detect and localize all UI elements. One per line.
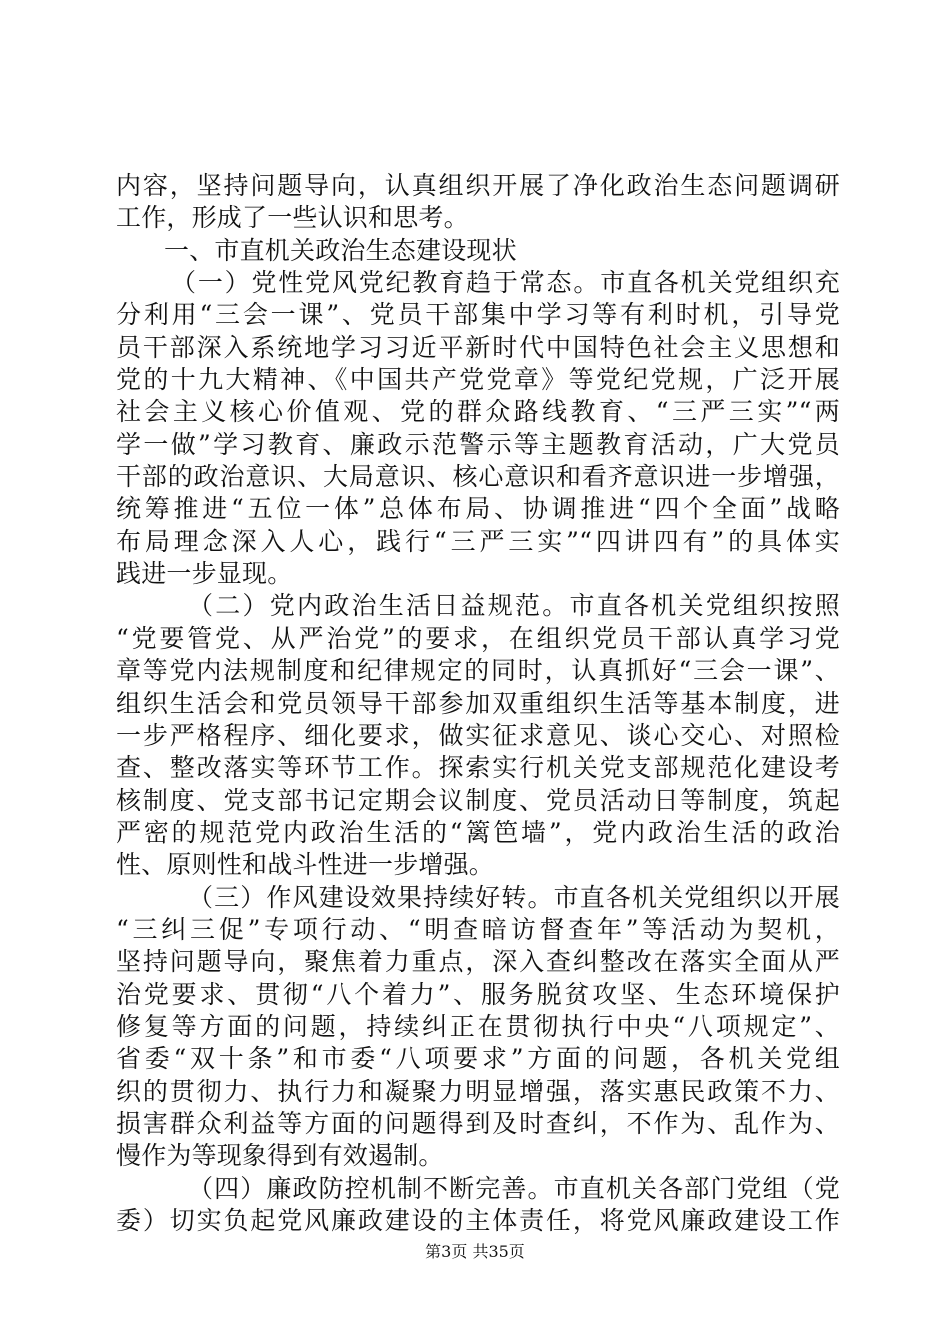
text-line: 坚持问题导向，聚焦着力重点，深入查纠整改在落实全面从严 (116, 947, 840, 977)
document-body (116, 170, 840, 1237)
text-line: 社会主义核心价值观、党的群众路线教育、“三严三实”“两 (116, 397, 840, 427)
text-line: 学一做”学习教育、廉政示范警示等主题教育活动，广大党员 (116, 429, 840, 459)
text-line: 省委“双十条”和市委“八项要求”方面的问题，各机关党组 (116, 1044, 840, 1074)
text-line: 严密的规范党内政治生活的“篱笆墙”，党内政治生活的政治 (116, 817, 840, 847)
text-line: 织的贯彻力、执行力和凝聚力明显增强，落实惠民政策不力、 (116, 1076, 840, 1106)
text-line: 委）切实负起党风廉政建设的主体责任，将党风廉政建设工作 (116, 1206, 840, 1235)
text-line: 治党要求、贯彻“八个着力”、服务脱贫攻坚、生态环境保护 (116, 979, 840, 1009)
text-line: 一步严格程序、细化要求，做实征求意见、谈心交心、对照检 (116, 720, 840, 750)
text-line: （二）党内政治生活日益规范。市直各机关党组织按照 (188, 591, 840, 621)
text-line: “三纠三促”专项行动、“明查暗访督查年”等活动为契机， (116, 914, 840, 944)
text-line: 统筹推进“五位一体”总体布局、协调推进“四个全面”战略 (116, 494, 840, 524)
text-line: 一、市直机关政治生态建设现状 (164, 235, 517, 265)
text-line: 员干部深入系统地学习习近平新时代中国特色社会主义思想和 (116, 332, 840, 362)
text-line: 干部的政治意识、大局意识、核心意识和看齐意识进一步增强， (116, 462, 840, 492)
text-line: 慢作为等现象得到有效遏制。 (116, 1141, 444, 1171)
text-line: （四）廉政防控机制不断完善。市直机关各部门党组（党 (188, 1173, 840, 1203)
text-line: “党要管党、从严治党”的要求，在组织党员干部认真学习党 (116, 623, 840, 653)
text-line: （一）党性党风党纪教育趋于常态。市直各机关党组织充 (171, 268, 840, 298)
text-line: 工作，形成了一些认识和思考。 (116, 203, 469, 233)
text-line: 损害群众利益等方面的问题得到及时查纠，不作为、乱作为、 (116, 1108, 840, 1138)
text-line: 章等党内法规制度和纪律规定的同时，认真抓好“三会一课”、 (116, 656, 840, 686)
text-line: 分利用“三会一课”、党员干部集中学习等有利时机，引导党 (116, 300, 840, 330)
text-line: 布局理念深入人心，践行“三严三实”“四讲四有”的具体实 (116, 526, 840, 556)
text-line: 查、整改落实等环节工作。探索实行机关党支部规范化建设考 (116, 753, 840, 783)
text-line: 核制度、党支部书记定期会议制度、党员活动日等制度，筑起 (116, 785, 840, 815)
text-line: 修复等方面的问题，持续纠正在贯彻执行中央“八项规定”、 (116, 1011, 840, 1041)
text-line: 组织生活会和党员领导干部参加双重组织生活等基本制度，进 (116, 688, 840, 718)
text-line: （三）作风建设效果持续好转。市直各机关党组织以开展 (188, 882, 840, 912)
text-line: 党的十九大精神、《中国共产党党章》等党纪党规，广泛开展 (116, 365, 840, 395)
text-line: 内容，坚持问题导向，认真组织开展了净化政治生态问题调研 (116, 171, 840, 200)
text-line: 践进一步显现。 (116, 559, 293, 589)
text-line: 性、原则性和战斗性进一步增强。 (116, 850, 495, 880)
page-footer: 第3页 共35页 (425, 1242, 525, 1261)
